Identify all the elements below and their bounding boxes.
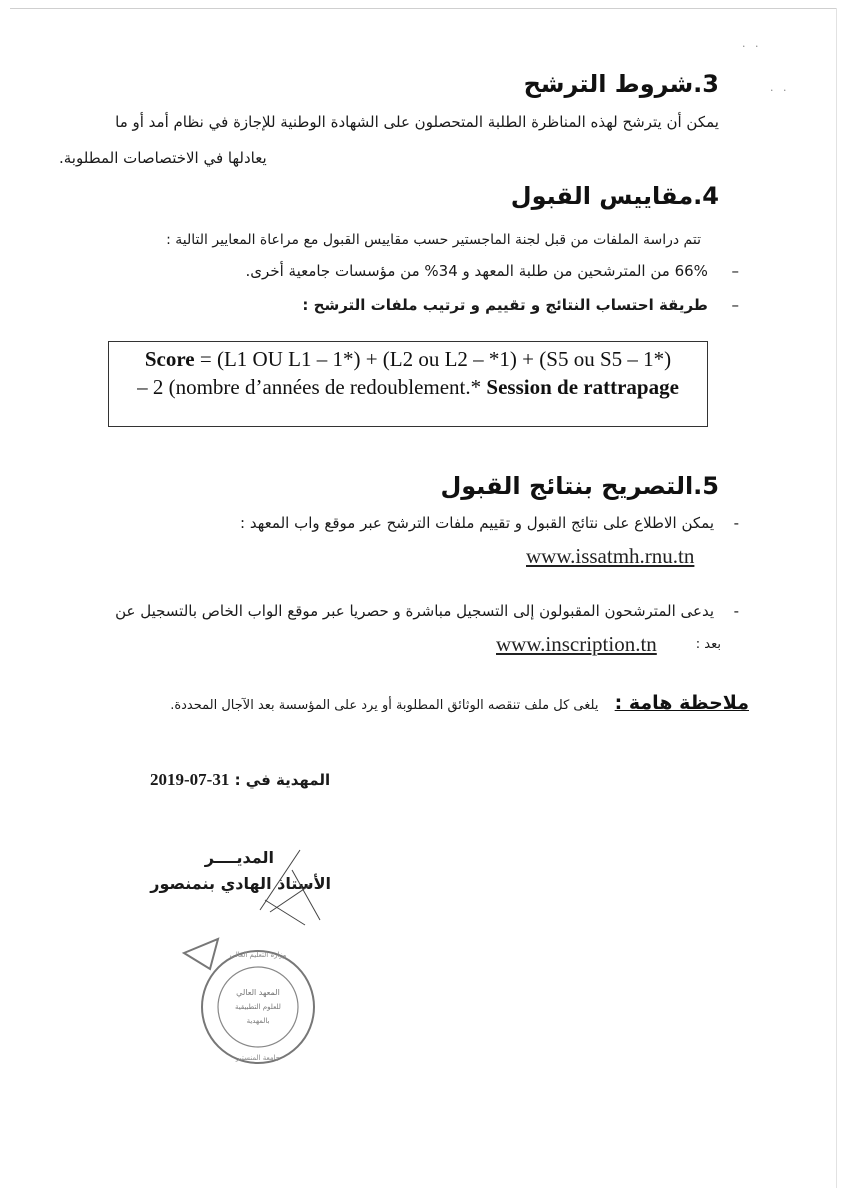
- section-3-line-1: يمكن أن يترشح لهذه المناظرة الطلبة المتحصلون على الشهادة الوطنية للإجازة في نظام أمد أو ما: [115, 113, 719, 131]
- official-stamp: [180, 935, 330, 1070]
- bullet-text: 66% من المترشحين من طلبة المعهد و 34% من مؤسسات جامعية أخرى.: [245, 262, 708, 280]
- score-formula-box: [108, 341, 708, 427]
- note-label: ملاحظة هامة :: [614, 692, 749, 714]
- director-name: الأستاذ الهادي بنمنصور: [150, 874, 331, 893]
- date-value: 2019-07-31: [150, 770, 230, 789]
- section-5-bullet-1: [79, 514, 739, 532]
- dash-marker: -: [733, 514, 739, 532]
- score-label: Score: [144, 347, 195, 371]
- dash-marker: –: [731, 262, 739, 280]
- important-note: [49, 692, 749, 714]
- score-formula-line-2: – 2 (nombre d’années de redoublement.*: [137, 375, 482, 399]
- svg-text:جامعة المنستير: جامعة المنستير: [235, 1054, 281, 1062]
- section-4-title: 4.مقاييس القبول: [510, 182, 719, 210]
- dash-marker: –: [731, 296, 739, 314]
- svg-text:للعلوم التطبيقية: للعلوم التطبيقية: [235, 1003, 281, 1011]
- section-3-title: 3.شروط الترشح: [523, 70, 719, 98]
- svg-text:وزارة التعليم العالي: وزارة التعليم العالي: [229, 951, 287, 959]
- section-4-intro: تتم دراسة الملفات من قبل لجنة الماجستير حسب مقاييس القبول مع مراعاة المعايير التالية :: [166, 232, 701, 248]
- page-right-edge: [836, 8, 837, 1188]
- date-label: المهدية في :: [234, 771, 331, 789]
- inscription-link[interactable]: www.inscription.tn: [496, 632, 657, 656]
- director-role: المديــــر: [204, 848, 274, 867]
- scan-noise-dots: · ·: [770, 84, 790, 97]
- section-5-title: 5.التصريح بنتائج القبول: [440, 472, 719, 500]
- score-formula-line-1: = (L1 OU L1 – 1*) + (L2 ou L2 – *1) + (S5 ou S5 – 1*): [194, 347, 672, 371]
- dash-marker: -: [733, 602, 739, 620]
- section-5-bullet-2-suffix: بعد :: [695, 637, 721, 652]
- section-4-bullet-2: [139, 296, 739, 314]
- date-line: [150, 770, 330, 790]
- page-top-edge: [10, 8, 836, 9]
- handwritten-signature: [230, 840, 340, 930]
- issatmh-link[interactable]: www.issatmh.rnu.tn: [526, 544, 695, 568]
- bullet-text: طريقة احتساب النتائج و تقييم و ترتيب ملفات الترشح :: [302, 296, 708, 314]
- section-5-bullet-2: [79, 602, 739, 620]
- svg-text:بالمهدية: بالمهدية: [246, 1017, 270, 1025]
- note-text: يلغى كل ملف تنقصه الوثائق المطلوبة أو يرد على المؤسسة بعد الآجال المحددة.: [170, 698, 599, 713]
- bullet-text: يدعى المترشحون المقبولون إلى التسجيل مباشرة و حصريا عبر موقع الواب الخاص بالتسجيل عن: [115, 602, 715, 620]
- svg-text:المعهد العالي: المعهد العالي: [236, 988, 280, 997]
- section-3-line-2: يعادلها في الاختصاصات المطلوبة.: [59, 149, 267, 167]
- bullet-text: يمكن الاطلاع على نتائج القبول و تقييم ملفات الترشح عبر موقع واب المعهد :: [240, 514, 715, 532]
- session-rattrapage: Session de rattrapage: [486, 375, 679, 399]
- section-4-bullet-1: [139, 262, 739, 280]
- scan-noise-dots: · ·: [742, 40, 762, 53]
